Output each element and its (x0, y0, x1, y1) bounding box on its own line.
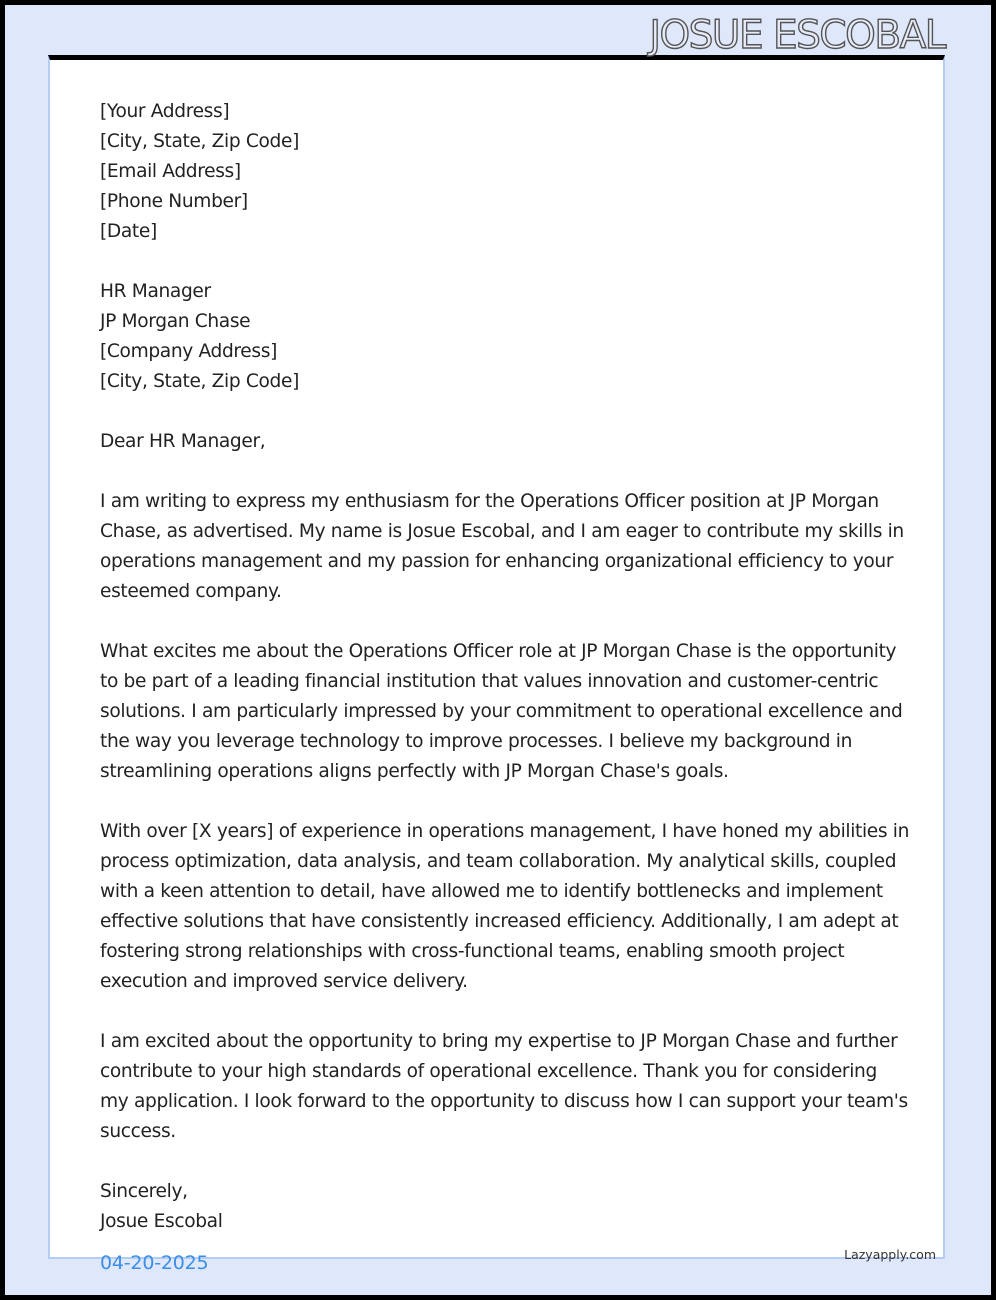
paragraph-line: effective solutions that have consistently increased efficiency. Additionally, I am adept at (100, 911, 899, 932)
footer-date: 04-20-2025 (100, 1252, 209, 1274)
paragraph-line: solutions. I am particularly impressed by your commitment to operational excellence and (100, 701, 903, 722)
body-paragraph-1 (100, 487, 904, 607)
valediction: Sincerely, (100, 1181, 188, 1202)
recipient-block (100, 277, 900, 397)
paragraph-line: Chase, as advertised. My name is Josue Escobal, and I am eager to contribute my skills in (100, 521, 904, 542)
paragraph-line: fostering strong relationships with cross-functional teams, enabling smooth project (100, 941, 845, 962)
header-name: JOSUE ESCOBAL (649, 13, 945, 58)
sender-block (100, 97, 900, 247)
paragraph-line: my application. I look forward to the opportunity to discuss how I can support your team's (100, 1091, 908, 1112)
paragraph-line: process optimization, data analysis, and team collaboration. My analytical skills, coupled (100, 851, 897, 872)
sender-date: [Date] (100, 221, 157, 242)
sender-phone: [Phone Number] (100, 191, 248, 212)
recipient-address: [Company Address] (100, 341, 277, 362)
paragraph-line: operations management and my passion for enhancing organizational efficiency to your (100, 551, 894, 572)
paragraph-line: I am excited about the opportunity to bring my expertise to JP Morgan Chase and further (100, 1031, 898, 1052)
spacer (100, 247, 900, 277)
paragraph-line: esteemed company. (100, 581, 282, 602)
paragraph-line: With over [X years] of experience in operations management, I have honed my abilities in (100, 821, 910, 842)
signature: Josue Escobal (100, 1211, 223, 1232)
brand-watermark: Lazyapply.com (844, 1247, 936, 1262)
paragraph-line: streamlining operations aligns perfectly with JP Morgan Chase's goals. (100, 761, 729, 782)
paragraph-line: execution and improved service delivery. (100, 971, 468, 992)
sender-email: [Email Address] (100, 161, 241, 182)
paragraph-line: the way you leverage technology to improve processes. I believe my background in (100, 731, 853, 752)
body-paragraph-2 (100, 637, 903, 787)
letter-content (100, 97, 910, 1237)
paragraph-line: I am writing to express my enthusiasm for the Operations Officer position at JP Morgan (100, 491, 879, 512)
closing-block (100, 1177, 900, 1237)
spacer (100, 397, 900, 427)
salutation: Dear HR Manager, (100, 431, 266, 452)
sender-city-state-zip: [City, State, Zip Code] (100, 131, 299, 152)
paragraph-line: to be part of a leading financial institution that values innovation and customer-centric (100, 671, 879, 692)
sender-address: [Your Address] (100, 101, 230, 122)
recipient-title: HR Manager (100, 281, 211, 302)
body-paragraph-3 (100, 817, 910, 997)
paragraph-line: with a keen attention to detail, have allowed me to identify bottlenecks and implement (100, 881, 883, 902)
recipient-company: JP Morgan Chase (100, 311, 251, 332)
paragraph-line: success. (100, 1121, 176, 1142)
paragraph-line: What excites me about the Operations Officer role at JP Morgan Chase is the opportunity (100, 641, 897, 662)
body-paragraph-4 (100, 1027, 908, 1147)
spacer (100, 457, 900, 487)
paragraph-line: contribute to your high standards of operational excellence. Thank you for considering (100, 1061, 877, 1082)
recipient-city-state-zip: [City, State, Zip Code] (100, 371, 299, 392)
